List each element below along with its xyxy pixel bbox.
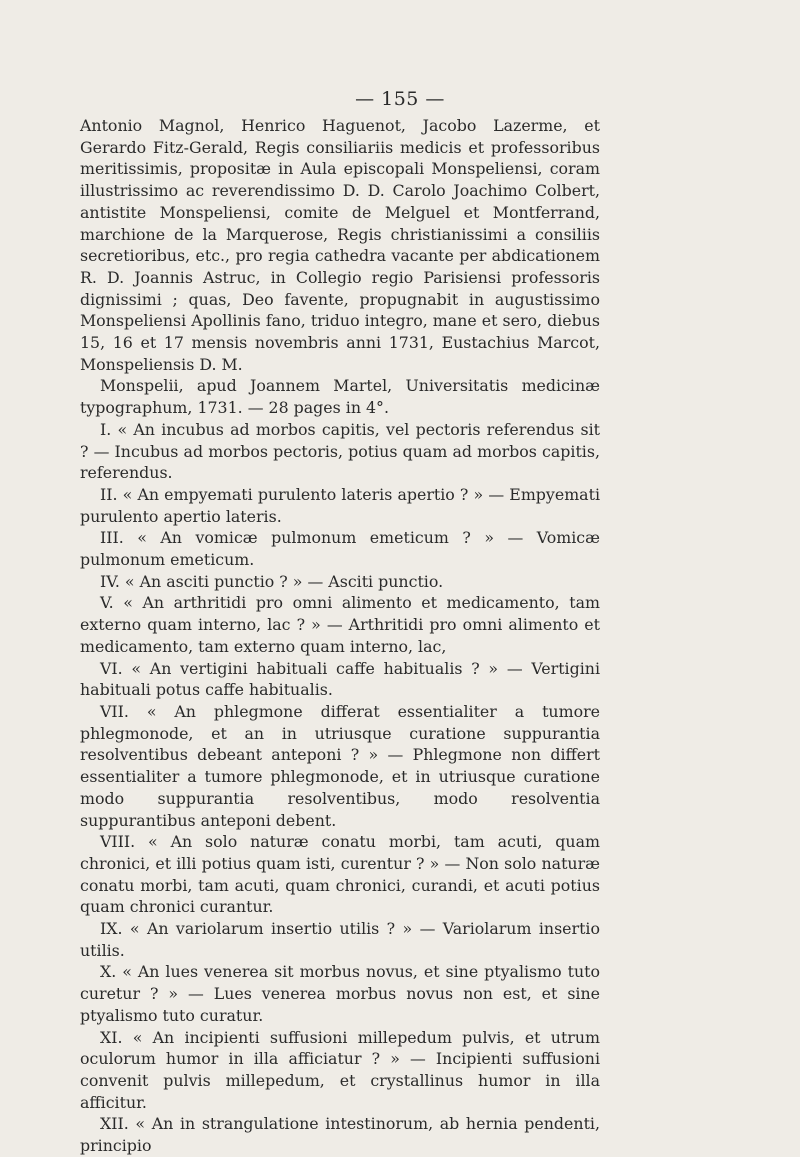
thesis-item: II. « An empyemati purulento lateris apertio ? » — Empyemati purulento apertio lateris. [80, 484, 600, 526]
imprint-paragraph: Monspelii, apud Joannem Martel, Universitatis medicinæ typographum, 1731. — 28 pages in 4°. [80, 376, 600, 418]
page-number: — 155 — [355, 88, 445, 110]
thesis-item: X. « An lues venerea sit morbus novus, et sine ptyalismo tuto curetur ? » — Lues venerea morbus novus non est, et sine ptyalismo tuto curatur. [80, 962, 600, 1025]
body-text [80, 115, 600, 1157]
thesis-item: I. « An incubus ad morbos capitis, vel pectoris referendus sit ? — Incubus ad morbos pectoris, potius quam ad morbos capitis, referendus. [80, 419, 600, 483]
thesis-item: IX. « An variolarum insertio utilis ? » — Variolarum insertio utilis. [80, 919, 600, 960]
thesis-item: XI. « An incipienti suffusioni millepedum pulvis, et utrum oculorum humor in illa afficiatur ? » — Incipienti suffusioni convenit pulvis millepedum, et crystallinus humor in illa afficitur. [80, 1027, 600, 1112]
thesis-item: IV. « An asciti punctio ? » — Asciti punctio. [100, 571, 444, 591]
thesis-item: VII. « An phlegmone differat essentialiter a tumore phlegmonode, et an in utriusque curatione suppurantia resolventibus debeant anteponi ? » — Phlegmone non differt essentialiter a tumore phlegmonode, et in utriusque curatione modo suppurantia resolventibus, modo resolventia suppurantibus anteponi debent. [80, 701, 600, 830]
thesis-item: VI. « An vertigini habituali caffe habitualis ? » — Vertigini habituali potus caffe habitualis. [80, 658, 600, 700]
thesis-item: V. « An arthritidi pro omni alimento et medicamento, tam externo quam interno, lac ? » — Arthritidi pro omni alimento et medicamento, tam externo quam interno, lac, [80, 593, 600, 656]
thesis-item: VIII. « An solo naturæ conatu morbi, tam acuti, quam chronici, et illi potius quam isti, curentur ? » — Non solo naturæ conatu morbi, tam acuti, quam chronici, curandi, et acuti potius quam chronici curantur. [80, 832, 600, 917]
thesis-item: XII. « An in strangulatione intestinorum, ab hernia pendenti, principio [80, 1114, 600, 1156]
title-paragraph: Antonio Magnol, Henrico Haguenot, Jacobo Lazerme, et Gerardo Fitz-Gerald, Regis consiliariis medicis et professoribus meritissimis, propositæ in Aula episcopali Monspeliensi, coram illustrissimo ac reverendissimo D. D. Carolo Joachimo Colbert, antistite Monspeliensi, comite de Melguel et Montferrand, marchione de la Marquerose, Regis christianissimi a consiliis secretioribus, etc., pro regia cathedra vacante per abdicationem R. D. Joannis Astruc, in Collegio regio Parisiensi professoris dignissimi ; quas, Deo favente, propugnabit in augustissimo Monspeliensi Apollinis fano, triduo integro, mane et sero, diebus 15, 16 et 17 mensis novembris anni 1731, Eustachius Marcot, Monspeliensis D. M. [80, 116, 600, 374]
thesis-item: III. « An vomicæ pulmonum emeticum ? » — Vomicæ pulmonum emeticum. [80, 528, 600, 570]
